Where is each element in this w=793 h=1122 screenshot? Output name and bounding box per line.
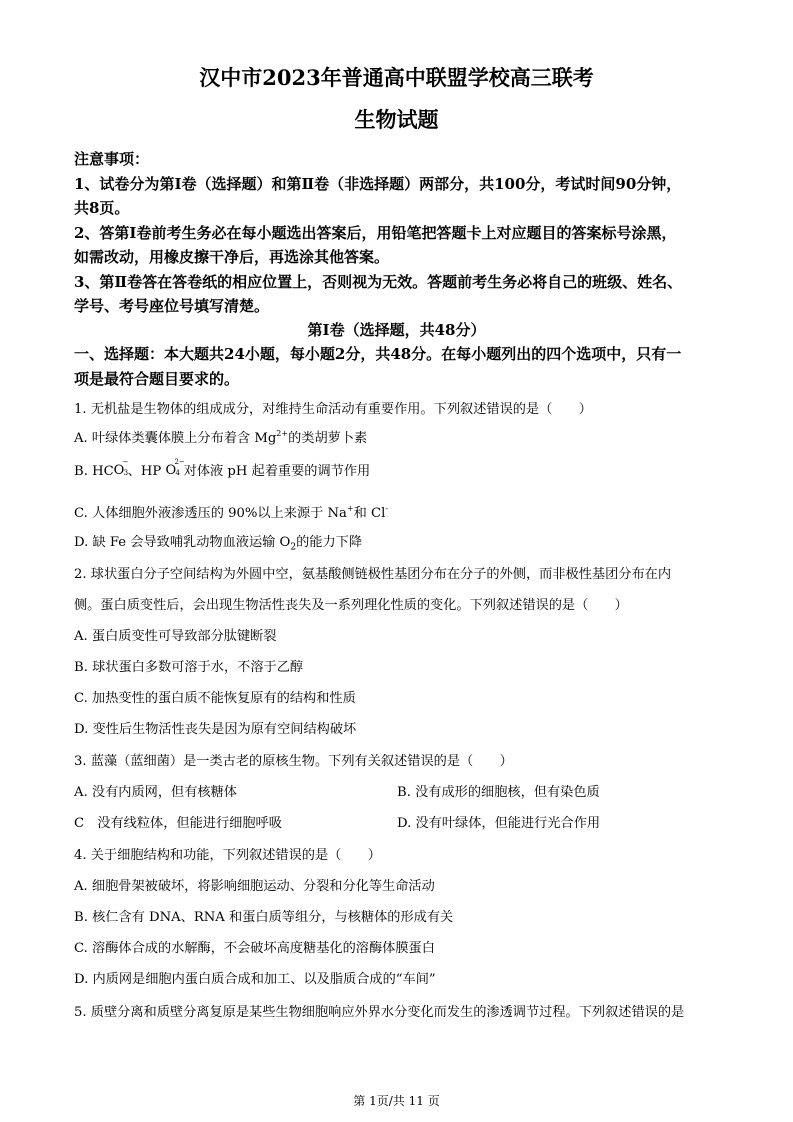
q4-option-d: D. 内质网是细胞内蛋白质合成和加工、以及脂质合成的“车间” xyxy=(74,972,436,987)
subject-title: 生物试题 xyxy=(354,107,439,132)
q2-option-b: B. 球状蛋白多数可溶于水，不溶于乙醇 xyxy=(74,660,304,675)
q5-stem: 5. 质壁分离和质壁分离复原是某些生物细胞响应外界水分变化而发生的渗透调节过程。下列叙述错误的是 xyxy=(74,1005,685,1020)
q1-option-c: C. 人体细胞外液渗透压的 90%以上来源于 Na+和 Cl- xyxy=(74,504,389,521)
notice-line-2b: 如需改动，用橡皮擦干净后，再选涂其他答案。 xyxy=(74,248,390,266)
exam-title: 汉中市2023年普通高中联盟学校高三联考 xyxy=(199,65,594,90)
notice-line-2: 2、答第Ⅰ卷前考生务必在每小题选出答案后，用铅笔把答题卡上对应题目的答案标号涂黑， xyxy=(74,224,677,242)
q2-option-a: A. 蛋白质变性可导致部分肽键断裂 xyxy=(74,629,277,644)
q2-stem: 2. 球状蛋白分子空间结构为外圆中空，氨基酸侧链极性基团分布在分子的外侧，而非极性基团分布在内 xyxy=(74,567,672,582)
q1-option-d: D. 缺 Fe 会导致哺乳动物血液运输 $O_2$的能力下降 xyxy=(74,535,363,553)
q3-option-b: B. 没有成形的细胞核，但有染色质 xyxy=(397,785,600,800)
q2-option-d: D. 变性后生物活性丧失是因为原有空间结构破坏 xyxy=(74,722,357,737)
notice-heading: 注意事项： xyxy=(74,150,150,168)
q3-option-d: D. 没有叶绿体，但能进行光合作用 xyxy=(397,816,601,831)
part1-intro: 一、选择题：本大题共24小题，每小题2分，共48分。在每小题列出的四个选项中，只有一 xyxy=(74,345,682,363)
part1-intro-b: 项是最符合题目要求的。 xyxy=(74,370,240,388)
hydrogen-phosphate-ion: O 2− 4 xyxy=(165,458,185,478)
q4-option-c: C. 溶酶体合成的水解酶，不会破坏高度糖基化的溶酶体膜蛋白 xyxy=(74,941,435,956)
notice-line-3b: 学号、考号座位号填写清楚。 xyxy=(74,297,270,315)
q1-stem: 1. 无机盐是生物体的组成成分，对维持生命活动有重要作用。下列叙述错误的是（ ） xyxy=(74,402,592,417)
q3-option-c: C 没有线粒体，但能进行细胞呼吸 xyxy=(74,816,282,831)
part1-heading: 第Ⅰ卷（选择题，共48分） xyxy=(307,321,486,339)
notice-line-3: 3、第Ⅱ卷答在答卷纸的相应位置上，否则视为无效。答题前考生务必将自己的班级、姓名、 xyxy=(74,273,683,291)
q1-option-b: B. HC O − 3 、HP O 2− 4 对体液 pH 起着重要的调节作用 xyxy=(74,458,371,479)
notice-line-1b: 共8页。 xyxy=(74,199,130,217)
q3-stem: 3. 蓝藻（蓝细菌）是一类古老的原核生物。下列有关叙述错误的是（ ） xyxy=(74,754,513,769)
q4-option-b: B. 核仁含有 DNA、RNA 和蛋白质等组分，与核糖体的形成有关 xyxy=(74,910,454,925)
page-number: 第 1页/共 11 页 xyxy=(353,1094,440,1108)
q2-stem-b: 侧。蛋白质变性后，会出现生物活性丧失及一系列理化性质的变化。下列叙述错误的是（ ） xyxy=(74,598,628,613)
q3-option-a: A. 没有内质网，但有核糖体 xyxy=(74,785,237,800)
q1-option-a: A. 叶绿体类囊体膜上分布着含 $Mg^{2+}$的类胡萝卜素 xyxy=(74,429,368,446)
q4-option-a: A. 细胞骨架被破坏，将影响细胞运动、分裂和分化等生命活动 xyxy=(74,879,435,894)
notice-line-1: 1、试卷分为第Ⅰ卷（选择题）和第Ⅱ卷（非选择题）两部分，共100分，考试时间90分钟， xyxy=(74,175,682,193)
bicarbonate-ion: O − 3 xyxy=(113,458,129,478)
q2-option-c: C. 加热变性的蛋白质不能恢复原有的结构和性质 xyxy=(74,691,356,706)
q4-stem: 4. 关于细胞结构和功能，下列叙述错误的是（ ） xyxy=(74,848,381,863)
